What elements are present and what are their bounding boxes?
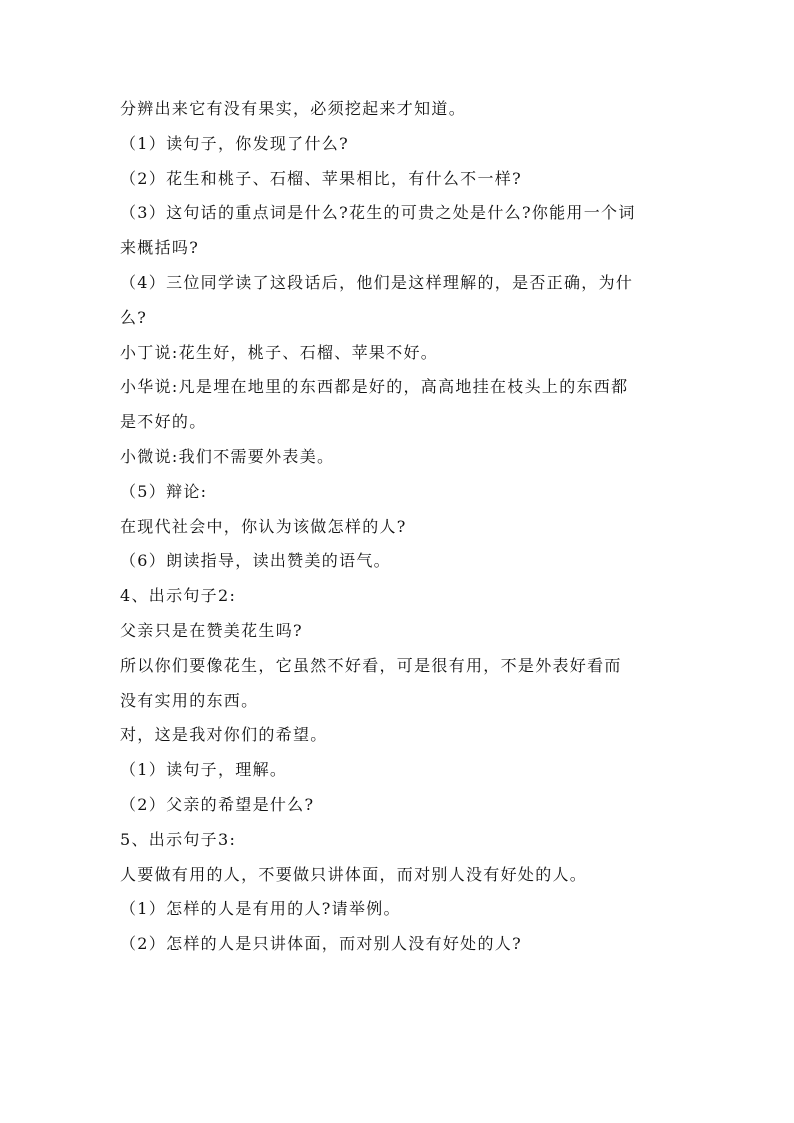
question-3-line-2: 来概括吗?: [120, 238, 200, 258]
debate-prompt: 在现代社会中，你认为该做怎样的人?: [120, 516, 407, 536]
student-xiaohua-line-1: 小华说:凡是埋在地里的东西都是好的，高高地挂在枝头上的东西都: [120, 377, 629, 397]
student-xiaohua-line-2: 是不好的。: [120, 412, 207, 432]
section-heading-5: 5、出示句子3:: [120, 829, 237, 849]
question-6: （6）朗读指导，读出赞美的语气。: [120, 551, 391, 571]
sentence-2-line-3: 对，这是我对你们的希望。: [120, 725, 328, 745]
sentence-2-line-2: 没有实用的东西。: [120, 690, 259, 710]
document-body: [120, 92, 690, 962]
sentence-2-task-2: （2）父亲的希望是什么?: [120, 794, 315, 814]
sentence-3-task-1: （1）怎样的人是有用的人?请举例。: [120, 899, 401, 919]
question-1: （1）读句子，你发现了什么?: [120, 133, 349, 153]
sentence-2-task-1: （1）读句子，理解。: [120, 760, 288, 780]
question-4-line-1: （4）三位同学读了这段话后，他们是这样理解的，是否正确，为什: [120, 272, 634, 292]
sentence-2-line-1: 所以你们要像花生，它虽然不好看，可是很有用，不是外表好看而: [120, 655, 622, 675]
student-xiaowei: 小微说:我们不需要外表美。: [120, 446, 335, 466]
text-line-1: 分辨出来它有没有果实，必须挖起来才知道。: [120, 99, 467, 118]
question-2: （2）花生和桃子、石榴、苹果相比，有什么不一样?: [120, 168, 522, 188]
section-heading-4: 4、出示句子2:: [120, 586, 237, 606]
sentence-2-question: 父亲只是在赞美花生吗?: [120, 620, 303, 640]
student-xiaoding: 小丁说:花生好，桃子、石榴、苹果不好。: [120, 342, 439, 362]
sentence-3: 人要做有用的人，不要做只讲体面，而对别人没有好处的人。: [120, 864, 588, 884]
question-3-line-1: （3）这句话的重点词是什么?花生的可贵之处是什么?你能用一个词: [120, 203, 636, 223]
question-4-line-2: 么?: [120, 307, 148, 327]
question-5: （5）辩论:: [120, 481, 208, 501]
sentence-3-task-2: （2）怎样的人是只讲体面，而对别人没有好处的人?: [120, 934, 522, 954]
